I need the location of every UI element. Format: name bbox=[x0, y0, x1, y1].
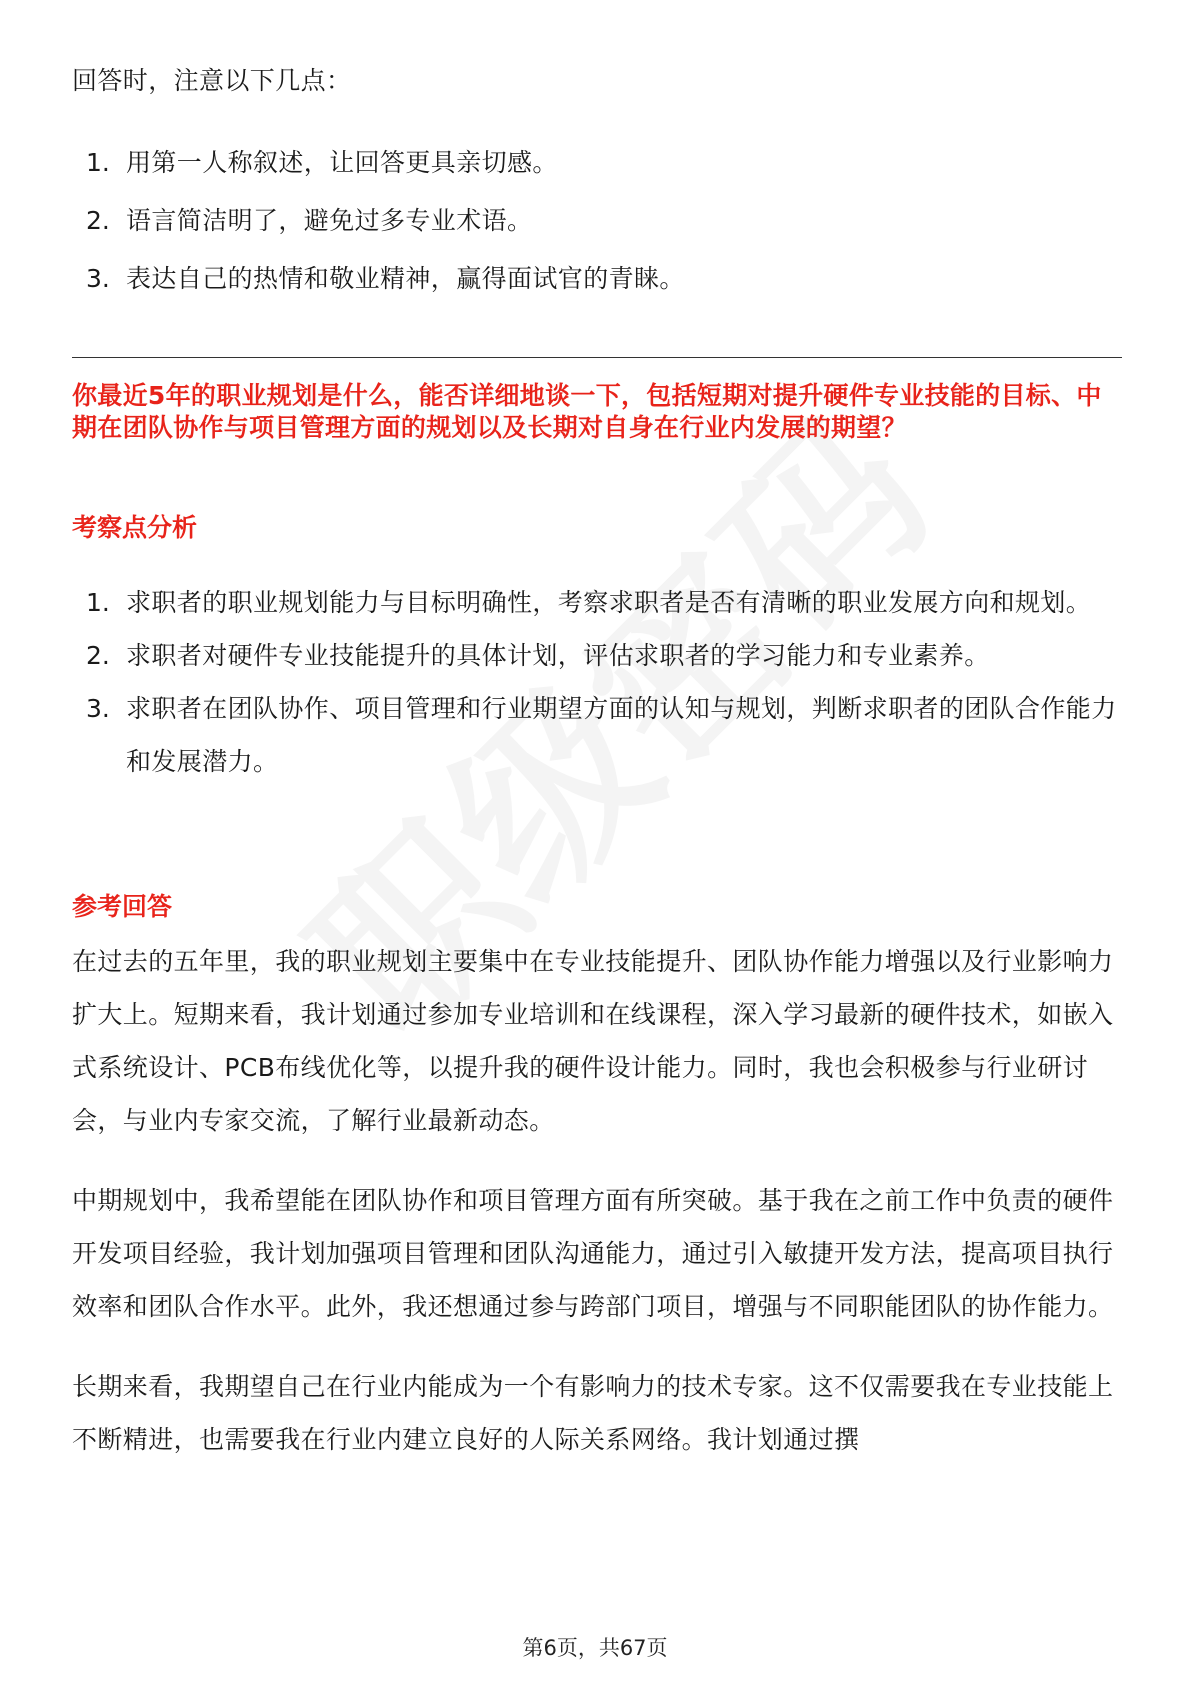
tips-list bbox=[72, 136, 1122, 310]
answer-paragraph: 长期来看，我期望自己在行业内能成为一个有影响力的技术专家。这不仅需要我在专业技能上不断精进，也需要我在行业内建立良好的人际关系网络。我计划通过撰 bbox=[72, 1372, 1114, 1454]
answer-paragraph: 中期规划中，我希望能在团队协作和项目管理方面有所突破。基于我在之前工作中负责的硬件开发项目经验，我计划加强项目管理和团队沟通能力，通过引入敏捷开发方法，提高项目执行效率和团队合作水平。此外，我还想通过参与跨部门项目，增强与不同职能团队的协作能力。 bbox=[72, 1186, 1114, 1321]
answer-heading: 参考回答 bbox=[72, 892, 173, 921]
answer-body bbox=[72, 935, 1122, 1493]
analysis-list bbox=[72, 576, 1122, 788]
page-footer: 第6页，共67页 bbox=[522, 1636, 668, 1660]
list-item-text: 用第一人称叙述，让回答更具亲切感。 bbox=[126, 148, 558, 177]
list-item-text: 语言简洁明了，避免过多专业术语。 bbox=[126, 206, 533, 235]
list-item: 2. 语言简洁明了，避免过多专业术语。 bbox=[86, 206, 533, 235]
question-heading: 你最近5年的职业规划是什么，能否详细地谈一下，包括短期对提升硬件专业技能的目标、中期在团队协作与项目管理方面的规划以及长期对自身在行业内发展的期望？ bbox=[72, 381, 1102, 442]
document-page bbox=[72, 0, 1122, 1684]
list-item: 1. 求职者的职业规划能力与目标明确性，考察求职者是否有清晰的职业发展方向和规划。 bbox=[72, 576, 1122, 629]
list-item: 2. 求职者对硬件专业技能提升的具体计划，评估求职者的学习能力和专业素养。 bbox=[72, 629, 1122, 682]
intro-text: 回答时，注意以下几点： bbox=[72, 66, 352, 95]
list-item-text: 求职者的职业规划能力与目标明确性，考察求职者是否有清晰的职业发展方向和规划。 bbox=[126, 588, 1092, 617]
list-item: 3. 求职者在团队协作、项目管理和行业期望方面的认知与规划，判断求职者的团队合作能力和发展潜力。 bbox=[72, 682, 1122, 788]
list-item-text: 表达自己的热情和敬业精神，赢得面试官的青睐。 bbox=[126, 264, 685, 293]
answer-paragraph: 在过去的五年里，我的职业规划主要集中在专业技能提升、团队协作能力增强以及行业影响力扩大上。短期来看，我计划通过参加专业培训和在线课程，深入学习最新的硬件技术，如嵌入式系统设计、PCB布线优化等，以提升我的硬件设计能力。同时，我也会积极参与行业研讨会，与业内专家交流，了解行业最新动态。 bbox=[72, 947, 1114, 1135]
divider bbox=[72, 357, 1122, 358]
list-item-text: 求职者在团队协作、项目管理和行业期望方面的认知与规划，判断求职者的团队合作能力和发展潜力。 bbox=[126, 694, 1117, 776]
list-item: 1. 用第一人称叙述，让回答更具亲切感。 bbox=[86, 148, 558, 177]
analysis-heading: 考察点分析 bbox=[72, 513, 198, 542]
list-item-text: 求职者对硬件专业技能提升的具体计划，评估求职者的学习能力和专业素养。 bbox=[126, 641, 990, 670]
list-item: 3. 表达自己的热情和敬业精神，赢得面试官的青睐。 bbox=[86, 264, 685, 293]
